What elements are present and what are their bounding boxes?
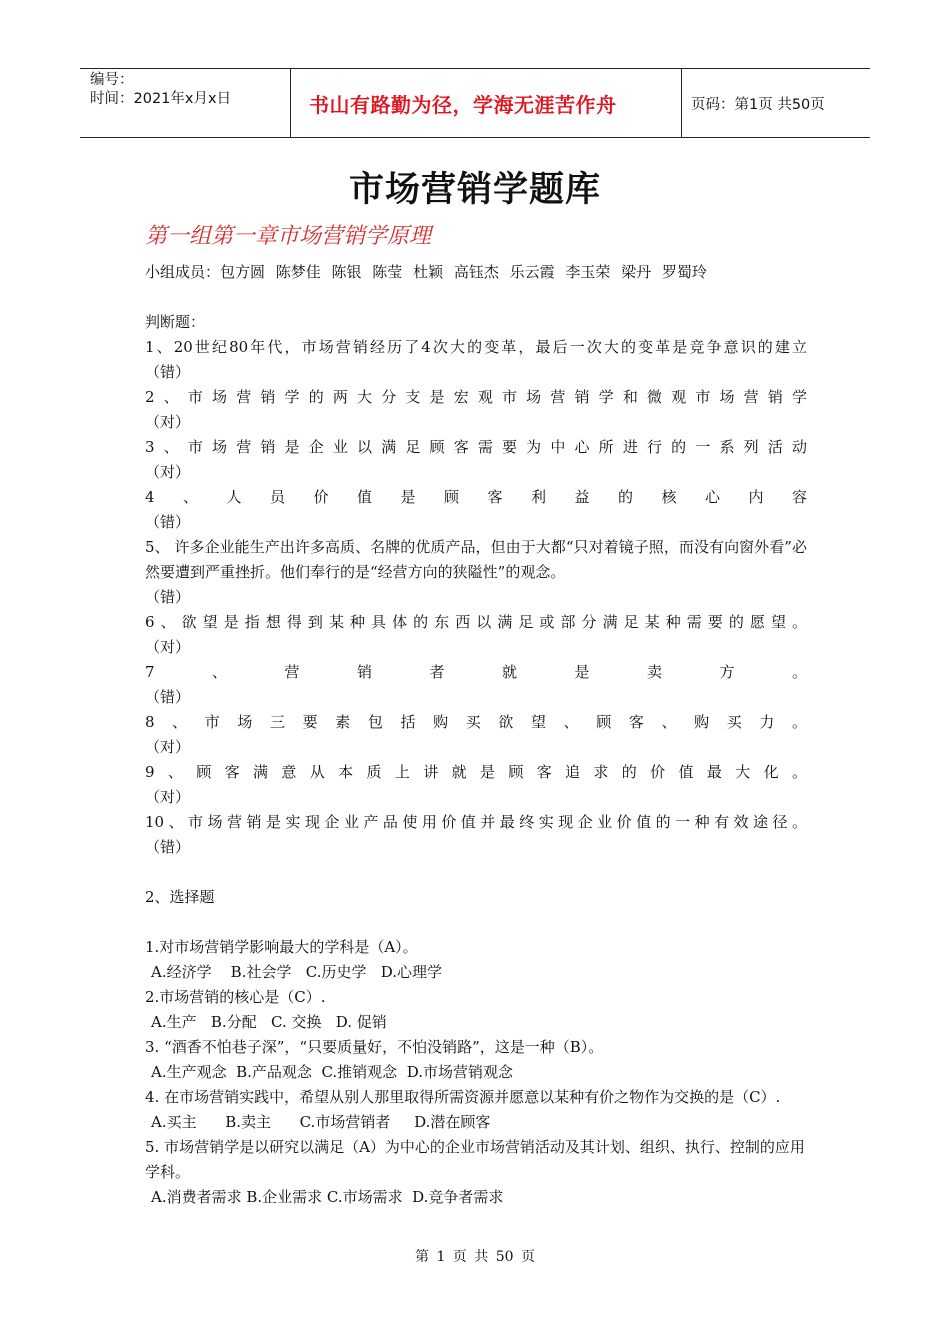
question: 3、市场营销是企业以满足顾客需要为中心所进行的一系列活动: [145, 438, 807, 456]
choice-question: 4. 在市场营销实践中，希望从别人那里取得所需资源并愿意以某种有价之物作为交换的是（C）.: [145, 1088, 781, 1106]
question: 1、20世纪80年代，市场营销经历了4次大的变革，最后一次大的变革是竞争意识的建立: [145, 338, 807, 356]
choice-options: A.买主 B.卖主 C.市场营销者 D.潜在顾客: [151, 1113, 491, 1131]
choice-question: 5. 市场营销学是以研究以满足（A）为中心的企业市场营销活动及其计划、组织、执行、控制的应用学科。: [145, 1138, 805, 1181]
choice-options: A.生产观念 B.产品观念 C.推销观念 D.市场营销观念: [151, 1063, 513, 1081]
answer: （对）: [145, 463, 191, 481]
choice-options: A.生产 B.分配 C. 交换 D. 促销: [151, 1013, 387, 1031]
header-page-info: 页码：第1页 共50页: [691, 96, 825, 113]
answer: （错）: [145, 688, 191, 706]
answer: （错）: [145, 363, 191, 381]
number-label: 编号：: [90, 72, 134, 88]
choice-heading: 2、选择题: [145, 888, 215, 906]
choice-question: 2.市场营销的核心是（C）.: [145, 988, 326, 1006]
page-title: 市场营销学题库: [348, 170, 601, 210]
question: 10、市场营销是实现企业产品使用价值并最终实现企业价值的一种有效途径。: [145, 813, 807, 831]
answer: （错）: [145, 838, 191, 856]
choice-question: 3. “酒香不怕巷子深”，“只要质量好，不怕没销路”，这是一种（B）。: [145, 1038, 604, 1056]
header-motto-cell: [291, 69, 682, 137]
question: 8、市场三要素包括购买欲望、顾客、购买力。: [145, 713, 807, 731]
answer: （对）: [145, 738, 191, 756]
group-members: 小组成员：包方圆 陈梦佳 陈银 陈莹 杜颖 高钰杰 乐云霞 李玉荣 梁丹 罗蜀玲: [145, 263, 707, 281]
question: 5、 许多企业能生产出许多高质、名牌的优质产品，但由于大都“只对着镜子照，而没有向窗外看”必然要遭到严重挫折。他们奉行的是“经营方向的狭隘性”的观念。: [145, 538, 807, 581]
page-header: [80, 68, 870, 138]
time-label: 时间：2021年x月x日: [90, 91, 232, 107]
question: 9、顾客满意从本质上讲就是顾客追求的价值最大化。: [145, 763, 807, 781]
question: 7、营销者就是卖方。: [145, 663, 807, 681]
chapter-subtitle: 第一组第一章市场营销学原理: [145, 224, 432, 249]
page-footer: 第 1 页 共 50 页: [415, 1249, 535, 1265]
true-false-heading: 判断题：: [145, 313, 206, 331]
header-meta: [80, 69, 291, 137]
question: 2、市场营销学的两大分支是宏观市场营销学和微观市场营销学: [145, 388, 807, 406]
motto: 书山有路勤为径，学海无涯苦作舟: [309, 92, 617, 117]
document-body: [145, 310, 807, 1210]
question: 6、欲望是指想得到某种具体的东西以满足或部分满足某种需要的愿望。: [145, 613, 807, 631]
choice-question: 1.对市场营销学影响最大的学科是（A）。: [145, 938, 418, 956]
choice-options: A.经济学 B.社会学 C.历史学 D.心理学: [151, 963, 443, 981]
answer: （对）: [145, 413, 191, 431]
answer: （错）: [145, 513, 191, 531]
choice-options: A.消费者需求 B.企业需求 C.市场需求 D.竞争者需求: [151, 1188, 504, 1206]
answer: （错）: [145, 588, 191, 606]
answer: （对）: [145, 638, 191, 656]
question: 4、人员价值是顾客利益的核心内容: [145, 488, 807, 506]
answer: （对）: [145, 788, 191, 806]
